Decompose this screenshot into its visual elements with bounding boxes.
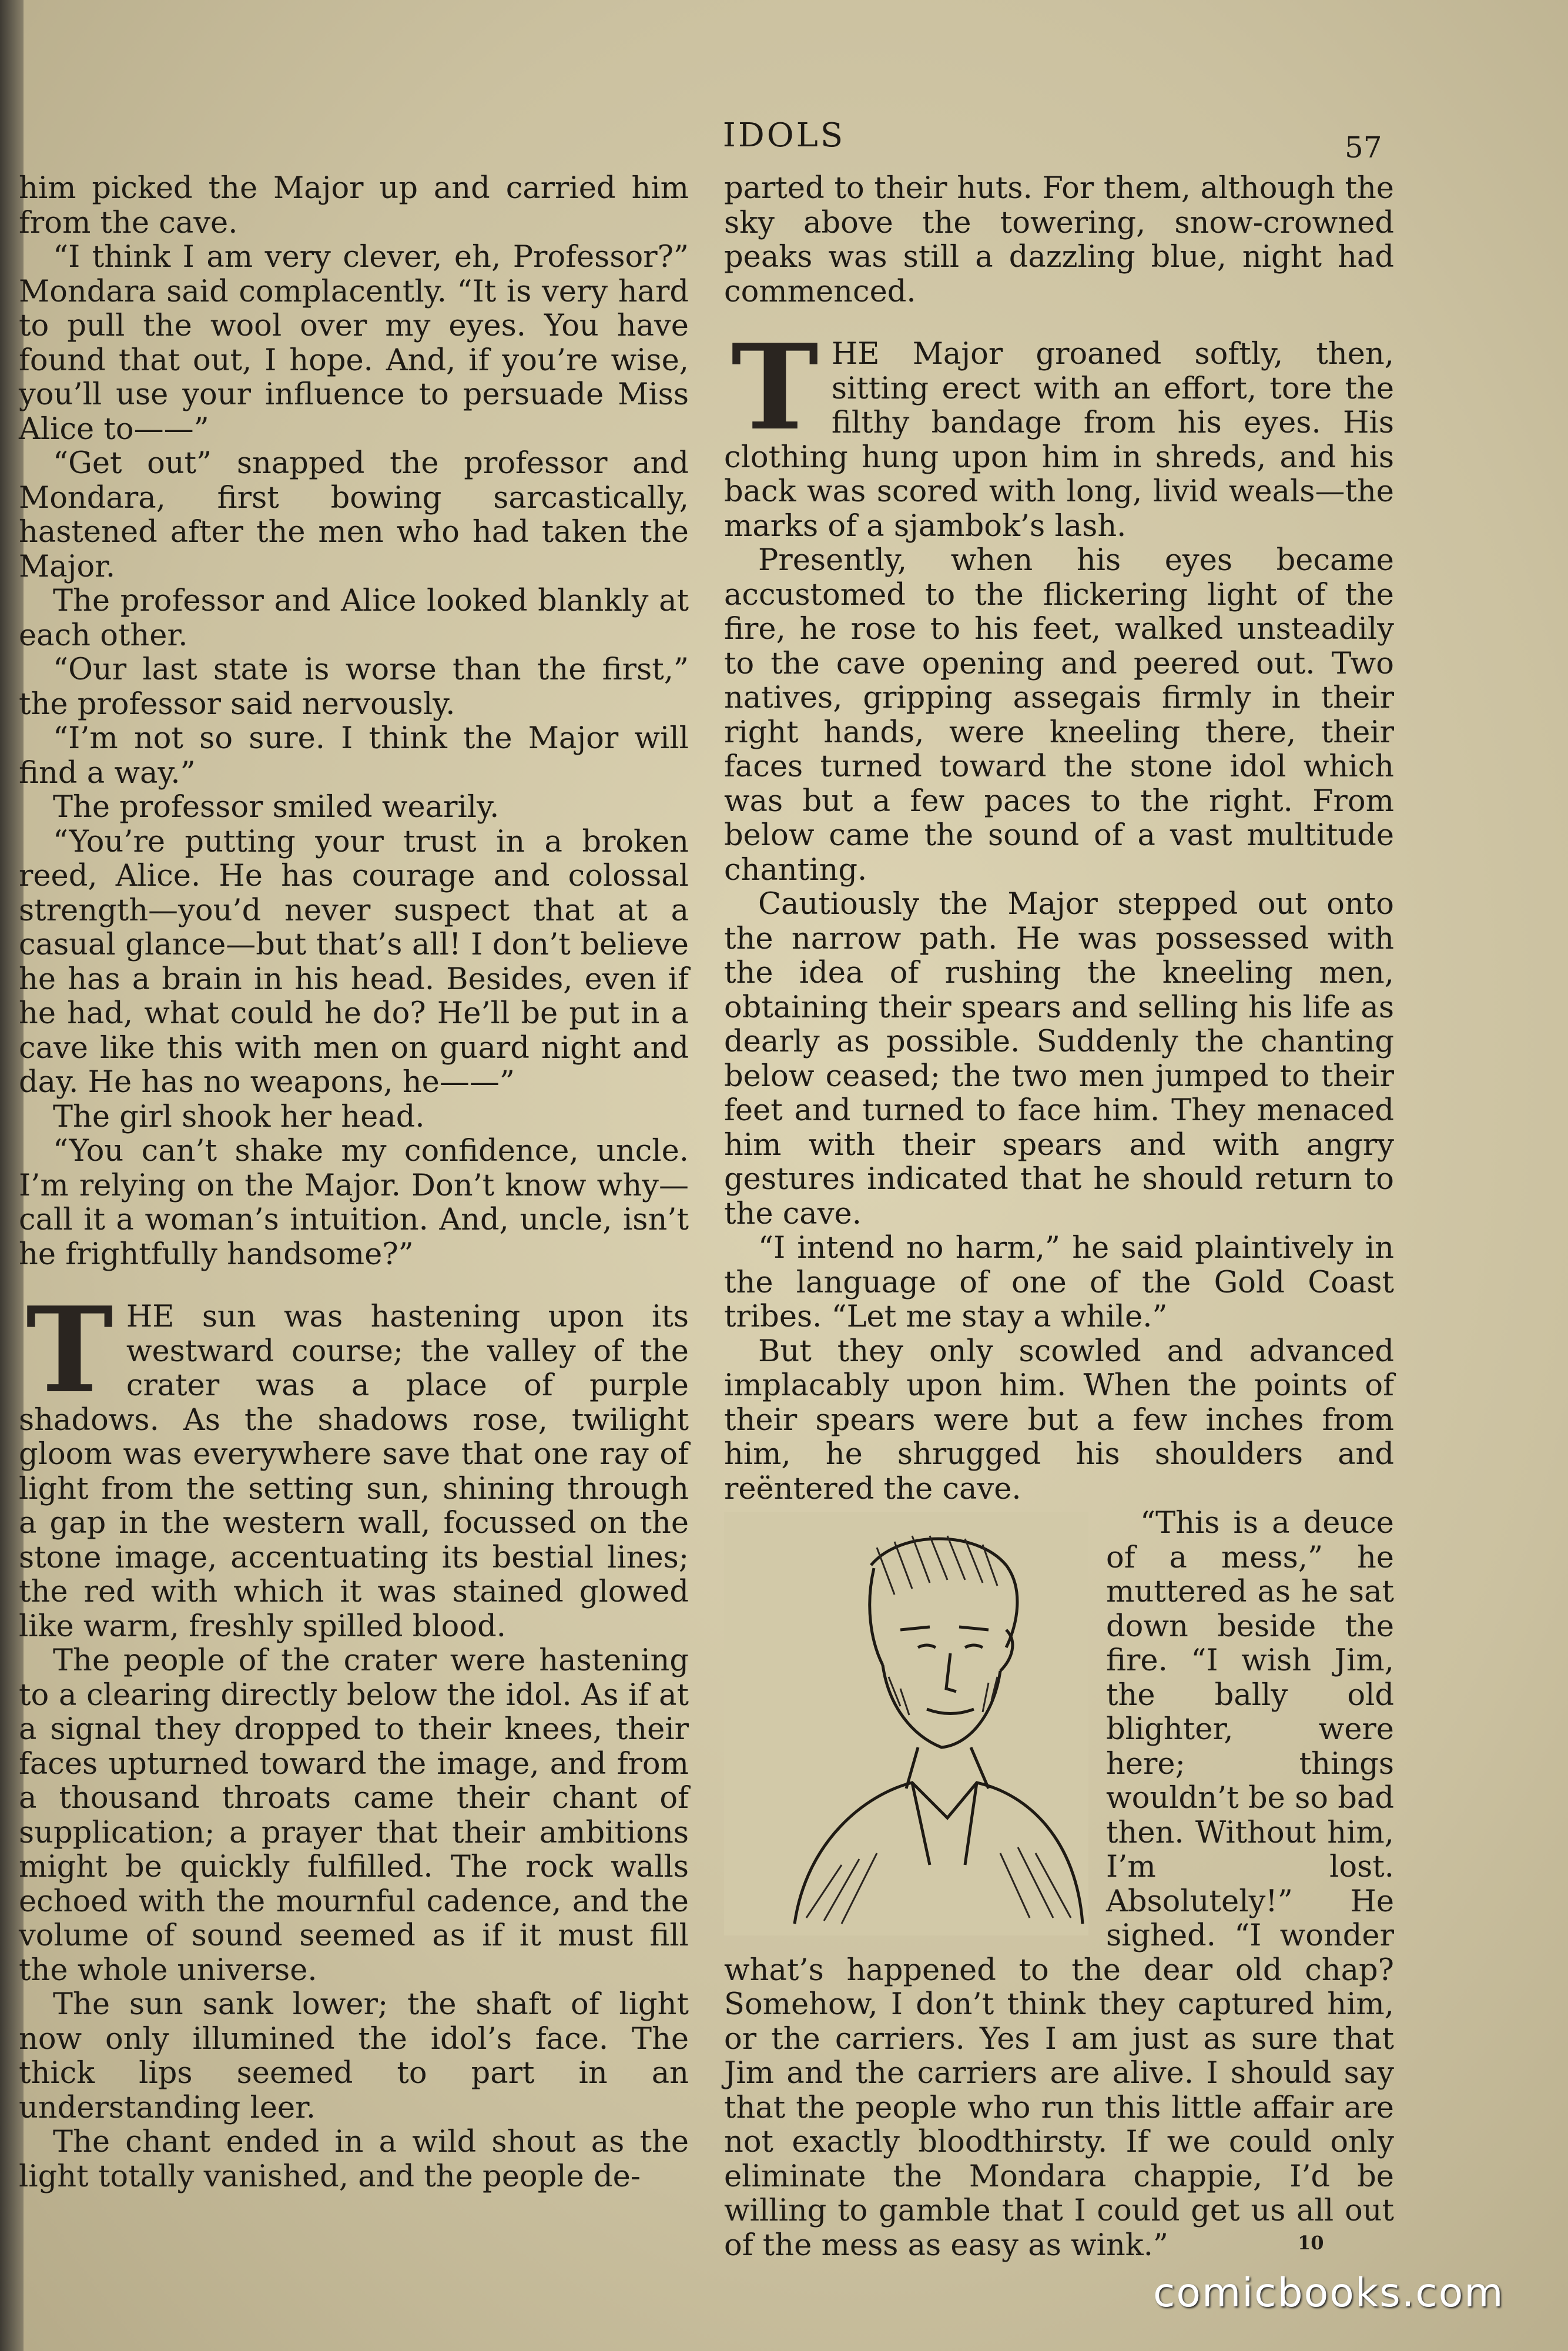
running-title: IDOLS [722,116,846,155]
section-break [724,319,1394,2263]
paragraph: HE sun was hastening upon its westward course; the valley of the crater was a place of purple shadows. As the shadows rose, twilight gloom was everywhere save that one ray of light from the setting sun, shining through a gap in the western wall, focussed on the stone image, accentuating its bestial lines; the red with which it was stained glowed like warm, freshly spilled blood. [19,1300,689,1644]
paragraph: The people of the crater were hastening to a clearing directly below the idol. As if at a signal they dropped to their knees, their faces upturned toward the image, and from a thousand throats came their chant of supplication; a prayer that their ambitions might be quickly fulfilled. The rock walls echoed with the mournful cadence, and the volume of sound seemed as if it must fill the whole universe. [19,1643,689,1988]
paragraph: him picked the Major up and carried him from the cave. [19,171,689,240]
man-portrait-icon [724,1512,1088,1935]
right-column [724,172,1394,2263]
paragraph: “This is a deuce of a mess,” he muttered as he sat down beside the fire. “I wish Jim, the bally old blighter, were here; things wouldn’t be so bad then. Without him, I’m lost. Absolutely!” He sighed. “I wonder what’s happened to the dear old chap? Somehow, I don’t think they captured him, or the carriers. Yes I am just as sure that Jim and the carriers are alive. I should say that the people who run this little affair are not exactly bloodthirsty. If we could only eliminate the Mondara chappie, I’d be willing to gamble that I could get us all out of the mess as easy as wink.” [724,1506,1394,2263]
signature-number: 10 [1298,2232,1324,2254]
paragraph: The chant ended in a wild shout as the light totally vanished, and the people de- [19,2125,689,2194]
paragraph: “Get out” snapped the professor and Mondara, first bowing sarcastically, hastened after the men who had taken the Major. [19,446,689,584]
paragraph: Cautiously the Major stepped out onto the narrow path. He was possessed with the idea of rushing the kneeling men, obtaining their spears and selling his life as dearly as possible. Suddenly the chanting below ceased; the two men jumped to their feet and turned to face him. They menaced him with their spears and with angry gestures indicated that he should return to the cave. [724,887,1394,1231]
paragraph: The professor smiled wearily. [53,790,500,825]
paragraph: “You’re putting your trust in a broken reed, Alice. He has courage and colossal strength—you’d never suspect that at a casual glance—but that’s all! I don’t believe he has a brain in his head. Besides, even if he had, what could he do? He’ll be put in a cave like this with men on guard night and day. He has no weapons, he——” [19,824,689,1100]
paragraph: “I think I am very clever, eh, Professor?” Mondara said complacently. “It is very hard to pull the wool over my eyes. You have found that out, I hope. And, if you’re wise, you’ll use your influence to persuade Miss Alice to——” [19,240,689,447]
paragraph: But they only scowled and advanced implacably upon him. When the points of their spears were but a few inches from him, he shrugged his shoulders and reëntered the cave. [724,1334,1394,1506]
paragraph: “I intend no harm,” he said plaintively in the language of one of the Gold Coast tribes. “Let me stay a while.” [724,1231,1394,1334]
paragraph: parted to their huts. For them, although the sky above the towering, snow-crowned peaks was still a dazzling blue, night had commenced. [724,171,1394,309]
drop-cap: T [26,1281,113,1419]
paragraph: HE Major groaned softly, then, sitting erect with an effort, tore the filthy bandage from his eyes. His clothing hung upon him in shreds, and his back was scored with long, livid weals—the marks of a sjambok’s lash. [724,337,1394,544]
drop-cap: T [731,319,819,457]
portrait-illustration [724,1512,1088,1935]
left-column [19,172,689,2194]
paragraph: “Our last state is worse than the first,” the professor said nervously. [19,652,689,722]
paragraph: Presently, when his eyes became accustomed to the flickering light of the fire, he rose to his feet, walked unsteadily to the cave opening and peered out. Two natives, gripping assegais firmly in their right hands, were kneeling there, their faces turned toward the stone idol which was but a few paces to the right. From below came the sound of a vast multitude chanting. [724,543,1394,888]
paragraph: The professor and Alice looked blankly at each other. [19,584,689,653]
paragraph: “I’m not so sure. I think the Major will find a way.” [19,721,689,791]
site-watermark: comicbooks.com [1153,2270,1505,2316]
section-break [19,1281,689,2194]
page-number: 57 [1345,130,1382,165]
paragraph: The sun sank lower; the shaft of light now only illumined the idol’s face. The thick lips seemed to part in an understanding leer. [19,1987,689,2125]
paragraph: “You can’t shake my confidence, uncle. I’m relying on the Major. Don’t know why—call it a woman’s intuition. And, uncle, isn’t he frightfully handsome?” [19,1134,689,1272]
paragraph: The girl shook her head. [53,1099,425,1134]
